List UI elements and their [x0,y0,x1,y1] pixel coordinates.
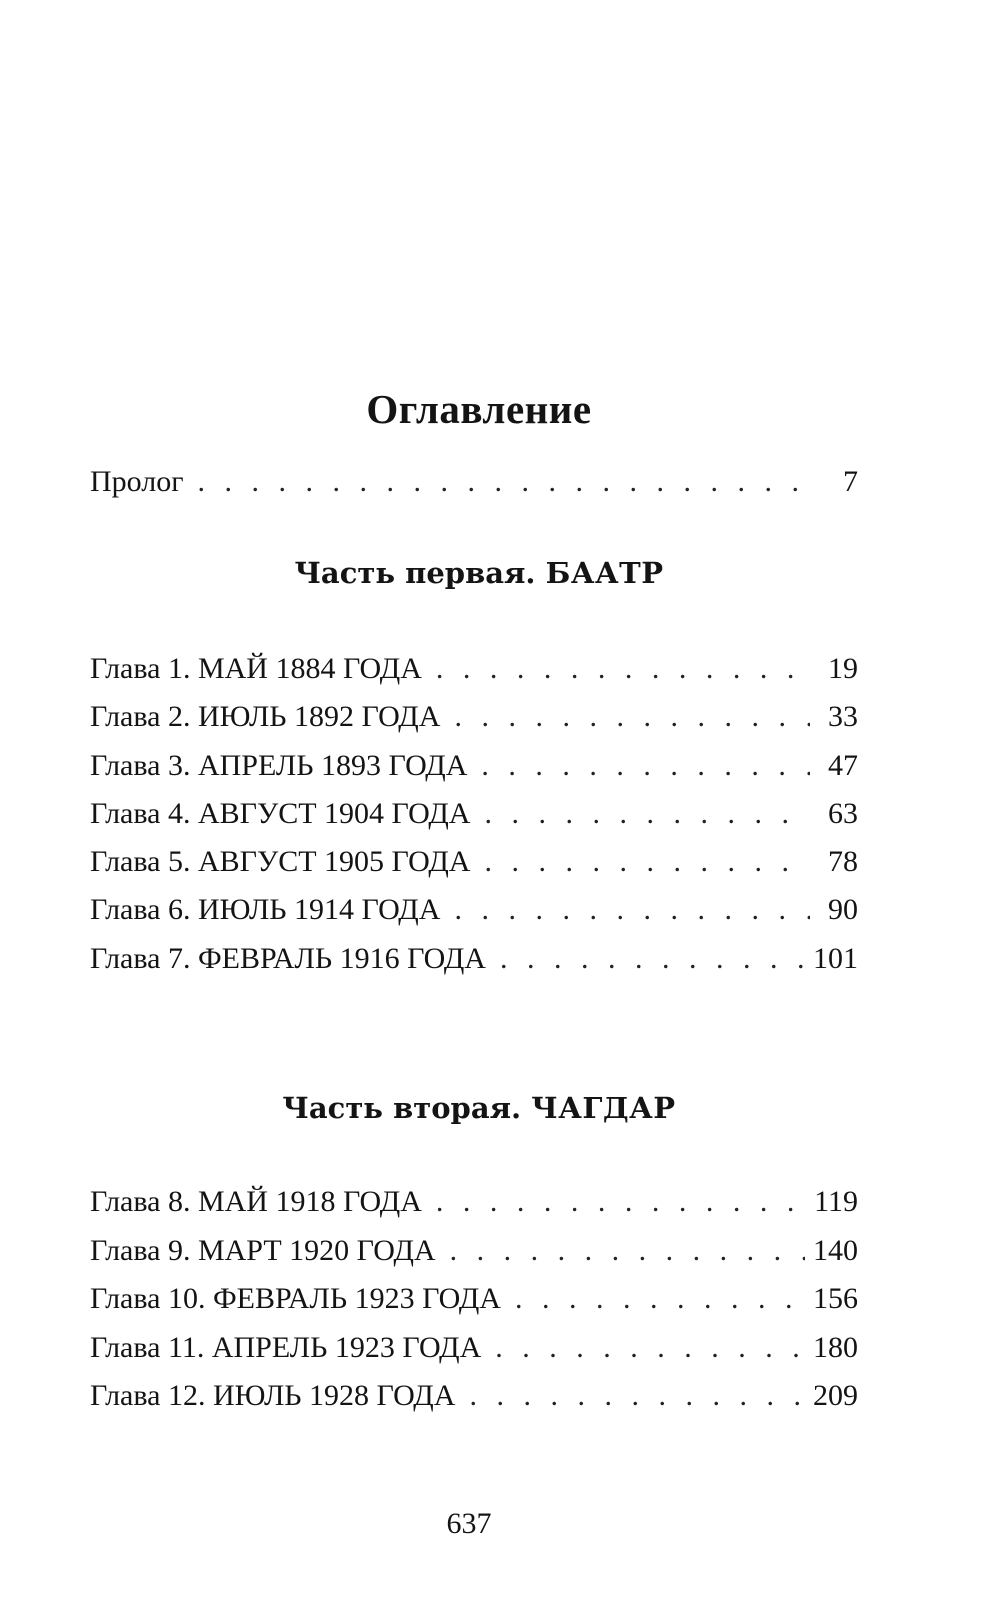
toc-entry-page: 90 [828,893,858,926]
toc-entry-label: Глава 1. МАЙ 1884 ГОДА [90,652,422,685]
dot-leader [484,842,810,882]
toc-entry-chapter-1[interactable] [90,649,858,689]
dot-leader [454,890,810,930]
dot-leader [469,1376,805,1416]
toc-entry-label: Глава 3. АПРЕЛЬ 1893 ГОДА [90,749,468,782]
page-title: Оглавление [366,386,592,433]
toc-entry-page: 140 [813,1234,858,1267]
part-name: БААТР [545,556,664,590]
toc-entry-label: Глава 6. ИЮЛЬ 1914 ГОДА [90,893,441,926]
toc-entry-chapter-8[interactable] [90,1182,858,1222]
toc-entry-prologue[interactable] [90,462,858,502]
part-prefix: Часть вторая. [282,1091,522,1125]
toc-entry-chapter-11[interactable] [90,1328,858,1368]
toc-entry-chapter-6[interactable] [90,890,858,930]
dot-leader [500,939,805,979]
toc-entry-page: 19 [828,652,858,685]
toc-entry-chapter-3[interactable] [90,746,858,786]
toc-entry-label: Глава 5. АВГУСТ 1905 ГОДА [90,845,471,878]
toc-entry-chapter-10[interactable] [90,1279,858,1319]
toc-entry-page: 47 [828,749,858,782]
toc-entry-page: 209 [813,1379,858,1412]
toc-entry-chapter-2[interactable] [90,697,858,737]
toc-entry-chapter-5[interactable] [90,842,858,882]
toc-entry-page: 7 [843,465,858,498]
part-heading-2 [0,1088,958,1128]
toc-entry-page: 33 [828,700,858,733]
dot-leader [515,1279,805,1319]
page-number: 637 [446,1507,492,1540]
part-heading-1 [0,553,958,593]
toc-entry-label: Глава 11. АПРЕЛЬ 1923 ГОДА [90,1331,482,1364]
toc-entry-page: 78 [828,845,858,878]
toc-entry-chapter-12[interactable] [90,1376,858,1416]
part-name: ЧАГДАР [531,1091,676,1125]
dot-leader [484,794,810,834]
toc-entry-label: Глава 8. МАЙ 1918 ГОДА [90,1185,422,1218]
toc-entry-label: Глава 7. ФЕВРАЛЬ 1916 ГОДА [90,942,486,975]
toc-entry-page: 156 [813,1282,858,1315]
dot-leader [436,1182,806,1222]
toc-entry-chapter-4[interactable] [90,794,858,834]
toc-entry-page: 180 [813,1331,858,1364]
toc-entry-label: Глава 9. МАРТ 1920 ГОДА [90,1234,436,1267]
dot-leader [198,462,810,502]
toc-entry-label: Глава 10. ФЕВРАЛЬ 1923 ГОДА [90,1282,501,1315]
toc-entry-page: 101 [813,942,858,975]
toc-entry-chapter-9[interactable] [90,1231,858,1271]
toc-entry-chapter-7[interactable] [90,939,858,979]
dot-leader [436,649,810,689]
toc-entry-label: Глава 2. ИЮЛЬ 1892 ГОДА [90,700,441,733]
toc-entry-page: 119 [814,1185,858,1218]
dot-leader [481,746,810,786]
dot-leader [454,697,810,737]
toc-entry-label: Пролог [90,465,184,498]
dot-leader [495,1328,805,1368]
toc-entry-label: Глава 4. АВГУСТ 1904 ГОДА [90,797,471,830]
toc-entry-label: Глава 12. ИЮЛЬ 1928 ГОДА [90,1379,456,1412]
dot-leader [450,1231,805,1271]
part-prefix: Часть первая. [294,556,536,590]
toc-entry-page: 63 [828,797,858,830]
